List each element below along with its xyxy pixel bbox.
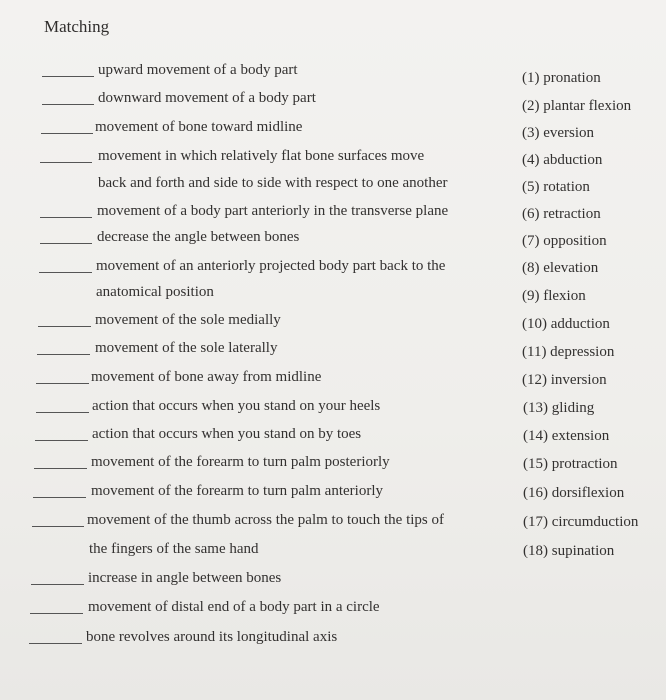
question-text: action that occurs when you stand on your heels — [92, 398, 381, 414]
answer-option: (7) opposition — [522, 233, 607, 249]
answer-option: (16) dorsiflexion — [523, 485, 625, 501]
answer-option: (2) plantar flexion — [522, 98, 632, 114]
answer-blank[interactable] — [42, 76, 94, 77]
answer-option: (11) depression — [522, 344, 615, 360]
answer-blank[interactable] — [31, 584, 84, 585]
answer-option: (10) adduction — [522, 316, 610, 332]
question-text: movement of an anteriorly projected body part back to the — [96, 258, 446, 274]
answer-blank[interactable] — [40, 162, 92, 163]
question-text: downward movement of a body part — [98, 90, 316, 106]
answer-option: (8) elevation — [522, 260, 599, 276]
answer-option: (3) eversion — [522, 125, 595, 141]
answer-blank[interactable] — [30, 613, 83, 614]
question-text: bone revolves around its longitudinal axis — [86, 629, 338, 645]
answer-blank[interactable] — [37, 354, 90, 355]
answer-option: (5) rotation — [522, 179, 590, 195]
answer-option: (13) gliding — [523, 400, 595, 416]
answer-blank[interactable] — [38, 326, 91, 327]
page-title: Matching — [44, 17, 110, 36]
question-text: movement of the forearm to turn palm anteriorly — [91, 483, 383, 499]
question-text: back and forth and side to side with respect to one another — [98, 175, 448, 191]
answer-option: (12) inversion — [522, 372, 607, 388]
question-text: movement of distal end of a body part in a circle — [88, 599, 380, 615]
question-text: anatomical position — [96, 284, 214, 300]
question-text: movement of the forearm to turn palm posteriorly — [91, 454, 390, 470]
question-text: movement of bone toward midline — [95, 119, 303, 135]
question-text: movement of the sole medially — [95, 312, 281, 328]
answer-option: (6) retraction — [522, 206, 601, 222]
answer-option: (15) protraction — [523, 456, 618, 472]
answer-blank[interactable] — [40, 243, 92, 244]
answer-blank[interactable] — [32, 526, 84, 527]
question-text: increase in angle between bones — [88, 570, 282, 586]
answer-blank[interactable] — [42, 104, 94, 105]
question-text: the fingers of the same hand — [89, 541, 259, 557]
answer-blank[interactable] — [35, 440, 88, 441]
answer-option: (18) supination — [523, 543, 615, 559]
answer-blank[interactable] — [33, 497, 86, 498]
answer-blank[interactable] — [36, 412, 89, 413]
question-text: movement of bone away from midline — [91, 369, 322, 385]
answer-blank[interactable] — [40, 217, 92, 218]
answer-option: (14) extension — [523, 428, 610, 444]
question-text: decrease the angle between bones — [97, 229, 300, 245]
answer-option: (9) flexion — [522, 288, 586, 304]
question-text: movement in which relatively flat bone surfaces move — [98, 148, 425, 164]
answer-option: (17) circumduction — [523, 514, 639, 530]
answer-blank[interactable] — [29, 643, 82, 644]
question-text: movement of a body part anteriorly in the transverse plane — [97, 203, 449, 219]
answer-option: (1) pronation — [522, 70, 601, 86]
answer-blank[interactable] — [39, 272, 92, 273]
question-text: action that occurs when you stand on by toes — [92, 426, 362, 442]
answer-blank[interactable] — [34, 468, 87, 469]
answer-blank[interactable] — [41, 133, 93, 134]
answer-option: (4) abduction — [522, 152, 603, 168]
answer-blank[interactable] — [36, 383, 89, 384]
question-text: movement of the thumb across the palm to touch the tips of — [87, 512, 445, 528]
question-text: movement of the sole laterally — [95, 340, 278, 356]
question-text: upward movement of a body part — [98, 62, 298, 78]
